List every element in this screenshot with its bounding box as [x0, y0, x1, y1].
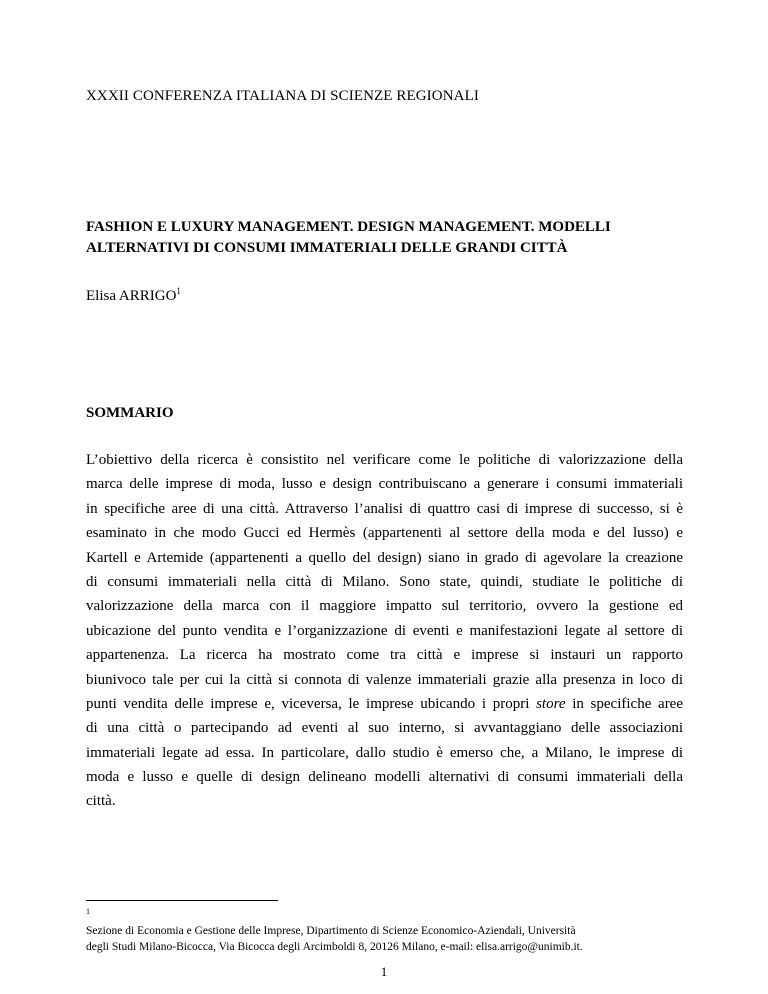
abstract-line: biunivoco tale per cui la città si connota di valenze immateriali grazie alla presenza in loco di — [86, 671, 683, 688]
footnote-separator — [86, 900, 278, 901]
abstract-line: città. — [86, 793, 116, 810]
paper-title-line: FASHION E LUXURY MANAGEMENT. DESIGN MANAGEMENT. MODELLI — [86, 219, 611, 235]
author — [86, 288, 181, 305]
abstract-line: marca delle imprese di moda, lusso e design contribuiscano a generare i consumi immateriali — [86, 476, 683, 493]
footnote — [86, 907, 686, 955]
footnote-mark: 1 — [86, 907, 90, 916]
abstract-line: ubicazione del punto vendita e l’organizzazione di eventi e manifestazioni legate al settore di — [86, 622, 683, 639]
abstract-line: Kartell e Artemide (appartenenti a quello del design) siano in grado di agevolare la creazione — [86, 549, 683, 566]
abstract-line: valorizzazione della marca con il maggiore impatto sul territorio, ovvero la gestione ed — [86, 598, 683, 615]
abstract-line: appartenenza. La ricerca ha mostrato come tra città e imprese si instauri un rapporto — [86, 647, 683, 664]
abstract-line: in specifiche aree di una città. Attraverso l’analisi di quattro casi di imprese di successo, si è — [86, 500, 683, 517]
abstract-line: di consumi immateriali nella città di Milano. Sono state, quindi, studiate le politiche di — [86, 573, 683, 590]
page-number: 1 — [380, 964, 388, 979]
paper-title-line: ALTERNATIVI DI CONSUMI IMMATERIALI DELLE GRANDI CITTÀ — [86, 240, 568, 256]
paper-title — [86, 217, 686, 259]
conference-name: XXXII CONFERENZA ITALIANA DI SCIENZE REGIONALI — [86, 88, 479, 104]
footnote-line: $^1$ Sezione di Economia e Gestione delle Imprese, Dipartimento di Scienze Economico-Aziendali, Università — [86, 907, 576, 937]
author-footnote-mark: 1 — [176, 286, 181, 296]
abstract-heading: SOMMARIO — [86, 405, 174, 421]
abstract-line: punti vendita delle imprese e, viceversa, le imprese ubicando i propri store in specifiche aree — [86, 695, 684, 712]
author-name: Elisa ARRIGO — [86, 288, 177, 304]
footnote-line: degli Studi Milano-Bicocca, Via Bicocca degli Arcimboldi 8, 20126 Milano, e-mail: elisa.arrigo@unimib.it. — [86, 941, 583, 953]
abstract-italic-word: store — [536, 695, 566, 712]
abstract-line: L’obiettivo della ricerca è consistito nel verificare come le politiche di valorizzazione della — [86, 452, 683, 468]
abstract-line: esaminato in che modo Gucci ed Hermès (appartenenti al settore della moda e del lusso) e — [86, 525, 683, 542]
abstract-line: immateriali legate ad essa. In particolare, dallo studio è emerso che, a Milano, le imprese di — [86, 744, 683, 761]
abstract-line: di una città o partecipando ad eventi al suo interno, si avvantaggiano delle associazioni — [86, 720, 683, 737]
abstract-line: moda e lusso e quelle di design delineano modelli alternativi di consumi immateriali della — [86, 769, 683, 786]
abstract-body — [86, 448, 683, 814]
